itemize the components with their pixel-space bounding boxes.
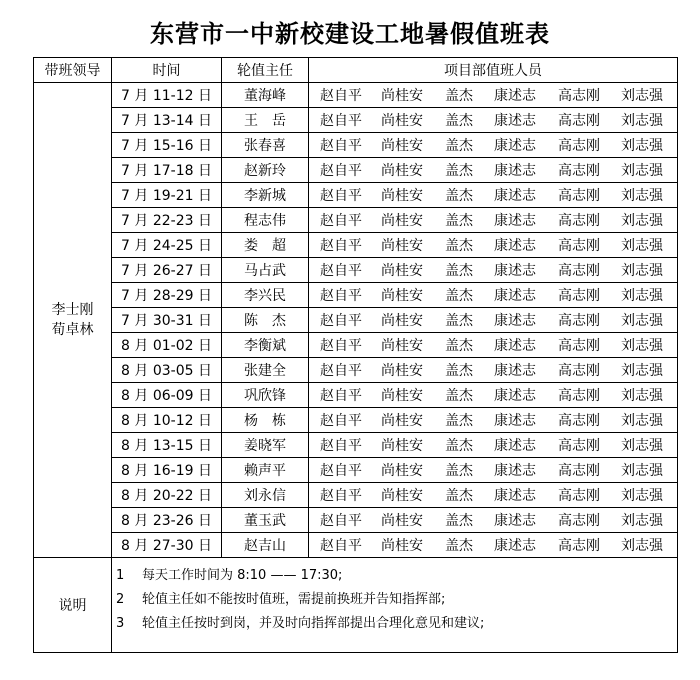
table-row	[34, 358, 678, 383]
member-name: 尚桂安	[381, 513, 423, 529]
time-cell: 8 月 27-30 日	[112, 533, 222, 558]
table-row	[34, 333, 678, 358]
member-name: 康述志	[494, 388, 536, 404]
member-name: 刘志强	[621, 463, 663, 479]
member-name: 尚桂安	[381, 488, 423, 504]
note-text: 每天工作时间为 8:10 —— 17:30;	[142, 568, 343, 583]
supervisor-cell: 赵新玲	[222, 158, 309, 183]
supervisor-cell: 马占武	[222, 258, 309, 283]
member-name: 赵自平	[320, 138, 362, 154]
roster-body	[34, 83, 678, 653]
leader-name: 荀卓林	[51, 322, 94, 338]
member-name: 高志刚	[558, 138, 600, 154]
table-row	[34, 258, 678, 283]
time-cell: 7 月 15-16 日	[112, 133, 222, 158]
supervisor-cell: 刘永信	[222, 483, 309, 508]
supervisor-cell: 娄 超	[222, 233, 309, 258]
member-name: 高志刚	[558, 538, 600, 554]
member-name: 赵自平	[320, 88, 362, 104]
member-name: 盖杰	[445, 288, 473, 304]
member-name: 高志刚	[558, 438, 600, 454]
member-name: 康述志	[494, 313, 536, 329]
note-line	[116, 612, 677, 636]
member-name: 刘志强	[621, 363, 663, 379]
table-row	[34, 283, 678, 308]
table-row	[34, 183, 678, 208]
member-name: 刘志强	[621, 238, 663, 254]
table-row	[34, 508, 678, 533]
member-name: 高志刚	[558, 488, 600, 504]
members-cell	[309, 408, 678, 433]
notes-label: 说明	[34, 558, 112, 653]
member-name: 尚桂安	[381, 413, 423, 429]
supervisor-cell: 李新城	[222, 183, 309, 208]
time-cell: 7 月 26-27 日	[112, 258, 222, 283]
table-row	[34, 483, 678, 508]
notes-cell	[112, 558, 678, 653]
member-name: 高志刚	[558, 263, 600, 279]
member-name: 盖杰	[445, 138, 473, 154]
member-name: 高志刚	[558, 213, 600, 229]
time-cell: 8 月 06-09 日	[112, 383, 222, 408]
member-name: 刘志强	[621, 263, 663, 279]
member-name: 赵自平	[320, 288, 362, 304]
member-name: 赵自平	[320, 413, 362, 429]
member-name: 赵自平	[320, 438, 362, 454]
member-name: 尚桂安	[381, 188, 423, 204]
member-name: 赵自平	[320, 188, 362, 204]
member-name: 刘志强	[621, 188, 663, 204]
table-row	[34, 233, 678, 258]
member-name: 高志刚	[558, 388, 600, 404]
header-supervisor: 轮值主任	[222, 58, 309, 83]
member-name: 康述志	[494, 138, 536, 154]
header-time: 时间	[112, 58, 222, 83]
members-cell	[309, 108, 678, 133]
member-name: 盖杰	[445, 463, 473, 479]
member-name: 尚桂安	[381, 363, 423, 379]
member-name: 赵自平	[320, 338, 362, 354]
table-row	[34, 158, 678, 183]
member-name: 盖杰	[445, 213, 473, 229]
members-cell	[309, 533, 678, 558]
member-name: 高志刚	[558, 188, 600, 204]
member-name: 赵自平	[320, 513, 362, 529]
note-number: 1	[116, 568, 125, 583]
time-cell: 7 月 28-29 日	[112, 283, 222, 308]
table-row	[34, 208, 678, 233]
member-name: 赵自平	[320, 488, 362, 504]
member-name: 刘志强	[621, 488, 663, 504]
supervisor-cell: 巩欣锋	[222, 383, 309, 408]
page-title: 东营市一中新校建设工地暑假值班表	[150, 19, 550, 48]
time-cell: 7 月 30-31 日	[112, 308, 222, 333]
member-name: 尚桂安	[381, 538, 423, 554]
member-name: 刘志强	[621, 288, 663, 304]
members-cell	[309, 83, 678, 108]
members-cell	[309, 458, 678, 483]
member-name: 康述志	[494, 188, 536, 204]
member-name: 尚桂安	[381, 238, 423, 254]
members-cell	[309, 308, 678, 333]
member-name: 高志刚	[558, 88, 600, 104]
member-name: 刘志强	[621, 413, 663, 429]
table-row	[34, 383, 678, 408]
table-row	[34, 533, 678, 558]
members-cell	[309, 508, 678, 533]
member-name: 高志刚	[558, 513, 600, 529]
time-cell: 8 月 16-19 日	[112, 458, 222, 483]
time-cell: 8 月 20-22 日	[112, 483, 222, 508]
members-cell	[309, 483, 678, 508]
table-row	[34, 458, 678, 483]
note-number: 3	[116, 616, 125, 631]
member-name: 盖杰	[445, 338, 473, 354]
member-name: 康述志	[494, 113, 536, 129]
time-cell: 7 月 24-25 日	[112, 233, 222, 258]
note-number: 2	[116, 592, 125, 607]
table-row	[34, 83, 678, 108]
member-name: 盖杰	[445, 488, 473, 504]
supervisor-cell: 李兴民	[222, 283, 309, 308]
member-name: 赵自平	[320, 163, 362, 179]
supervisor-cell: 张春喜	[222, 133, 309, 158]
members-cell	[309, 433, 678, 458]
time-cell: 7 月 13-14 日	[112, 108, 222, 133]
member-name: 康述志	[494, 413, 536, 429]
member-name: 赵自平	[320, 388, 362, 404]
member-name: 刘志强	[621, 313, 663, 329]
member-name: 盖杰	[445, 188, 473, 204]
members-cell	[309, 133, 678, 158]
time-cell: 8 月 01-02 日	[112, 333, 222, 358]
member-name: 刘志强	[621, 338, 663, 354]
member-name: 尚桂安	[381, 288, 423, 304]
member-name: 盖杰	[445, 363, 473, 379]
member-name: 赵自平	[320, 113, 362, 129]
member-name: 高志刚	[558, 238, 600, 254]
note-text: 轮值主任如不能按时值班，需提前换班并告知指挥部;	[142, 592, 446, 607]
member-name: 康述志	[494, 538, 536, 554]
time-cell: 7 月 22-23 日	[112, 208, 222, 233]
time-cell: 8 月 23-26 日	[112, 508, 222, 533]
member-name: 赵自平	[320, 538, 362, 554]
member-name: 赵自平	[320, 263, 362, 279]
members-cell	[309, 158, 678, 183]
member-name: 康述志	[494, 88, 536, 104]
member-name: 刘志强	[621, 513, 663, 529]
note-line	[116, 588, 677, 612]
member-name: 盖杰	[445, 313, 473, 329]
time-cell: 8 月 10-12 日	[112, 408, 222, 433]
duty-roster-table	[33, 57, 678, 653]
time-cell: 7 月 19-21 日	[112, 183, 222, 208]
member-name: 康述志	[494, 488, 536, 504]
member-name: 刘志强	[621, 138, 663, 154]
member-name: 尚桂安	[381, 263, 423, 279]
member-name: 盖杰	[445, 163, 473, 179]
member-name: 尚桂安	[381, 463, 423, 479]
table-row	[34, 433, 678, 458]
members-cell	[309, 208, 678, 233]
supervisor-cell: 陈 杰	[222, 308, 309, 333]
supervisor-cell: 董玉武	[222, 508, 309, 533]
member-name: 尚桂安	[381, 338, 423, 354]
member-name: 尚桂安	[381, 113, 423, 129]
table-row	[34, 408, 678, 433]
members-cell	[309, 333, 678, 358]
member-name: 盖杰	[445, 413, 473, 429]
members-cell	[309, 383, 678, 408]
supervisor-cell: 董海峰	[222, 83, 309, 108]
member-name: 盖杰	[445, 88, 473, 104]
member-name: 康述志	[494, 163, 536, 179]
leader-name: 李士刚	[51, 302, 94, 318]
supervisor-cell: 杨 栋	[222, 408, 309, 433]
note-text: 轮值主任按时到岗，并及时向指挥部提出合理化意见和建议;	[142, 616, 485, 631]
member-name: 康述志	[494, 438, 536, 454]
member-name: 康述志	[494, 513, 536, 529]
members-cell	[309, 358, 678, 383]
supervisor-cell: 赖声平	[222, 458, 309, 483]
member-name: 康述志	[494, 363, 536, 379]
member-name: 刘志强	[621, 538, 663, 554]
member-name: 高志刚	[558, 113, 600, 129]
member-name: 尚桂安	[381, 213, 423, 229]
member-name: 高志刚	[558, 288, 600, 304]
note-line	[116, 564, 677, 588]
members-cell	[309, 258, 678, 283]
member-name: 赵自平	[320, 213, 362, 229]
supervisor-cell: 张建全	[222, 358, 309, 383]
member-name: 高志刚	[558, 338, 600, 354]
member-name: 刘志强	[621, 213, 663, 229]
member-name: 康述志	[494, 463, 536, 479]
member-name: 盖杰	[445, 263, 473, 279]
supervisor-cell: 赵吉山	[222, 533, 309, 558]
supervisor-cell: 李衡斌	[222, 333, 309, 358]
table-row	[34, 308, 678, 333]
leader-cell	[34, 83, 112, 558]
member-name: 盖杰	[445, 388, 473, 404]
member-name: 刘志强	[621, 113, 663, 129]
member-name: 盖杰	[445, 513, 473, 529]
member-name: 盖杰	[445, 438, 473, 454]
member-name: 盖杰	[445, 238, 473, 254]
member-name: 尚桂安	[381, 388, 423, 404]
member-name: 盖杰	[445, 538, 473, 554]
member-name: 赵自平	[320, 313, 362, 329]
time-cell: 7 月 17-18 日	[112, 158, 222, 183]
time-cell: 7 月 11-12 日	[112, 83, 222, 108]
member-name: 高志刚	[558, 313, 600, 329]
member-name: 赵自平	[320, 463, 362, 479]
supervisor-cell: 程志伟	[222, 208, 309, 233]
member-name: 尚桂安	[381, 88, 423, 104]
member-name: 高志刚	[558, 163, 600, 179]
member-name: 高志刚	[558, 413, 600, 429]
supervisor-cell: 姜晓军	[222, 433, 309, 458]
header-row	[34, 58, 678, 83]
member-name: 刘志强	[621, 88, 663, 104]
time-cell: 8 月 13-15 日	[112, 433, 222, 458]
member-name: 尚桂安	[381, 163, 423, 179]
member-name: 盖杰	[445, 113, 473, 129]
member-name: 尚桂安	[381, 313, 423, 329]
member-name: 康述志	[494, 238, 536, 254]
member-name: 刘志强	[621, 388, 663, 404]
table-row	[34, 108, 678, 133]
table-row	[34, 133, 678, 158]
member-name: 刘志强	[621, 163, 663, 179]
member-name: 康述志	[494, 338, 536, 354]
member-name: 康述志	[494, 288, 536, 304]
member-name: 尚桂安	[381, 138, 423, 154]
supervisor-cell: 王 岳	[222, 108, 309, 133]
header-leader: 带班领导	[34, 58, 112, 83]
member-name: 高志刚	[558, 463, 600, 479]
member-name: 康述志	[494, 213, 536, 229]
members-cell	[309, 233, 678, 258]
member-name: 赵自平	[320, 238, 362, 254]
member-name: 康述志	[494, 263, 536, 279]
member-name: 赵自平	[320, 363, 362, 379]
header-members: 项目部值班人员	[309, 58, 678, 83]
member-name: 高志刚	[558, 363, 600, 379]
members-cell	[309, 183, 678, 208]
member-name: 尚桂安	[381, 438, 423, 454]
member-name: 刘志强	[621, 438, 663, 454]
time-cell: 8 月 03-05 日	[112, 358, 222, 383]
members-cell	[309, 283, 678, 308]
notes-row	[34, 558, 678, 653]
